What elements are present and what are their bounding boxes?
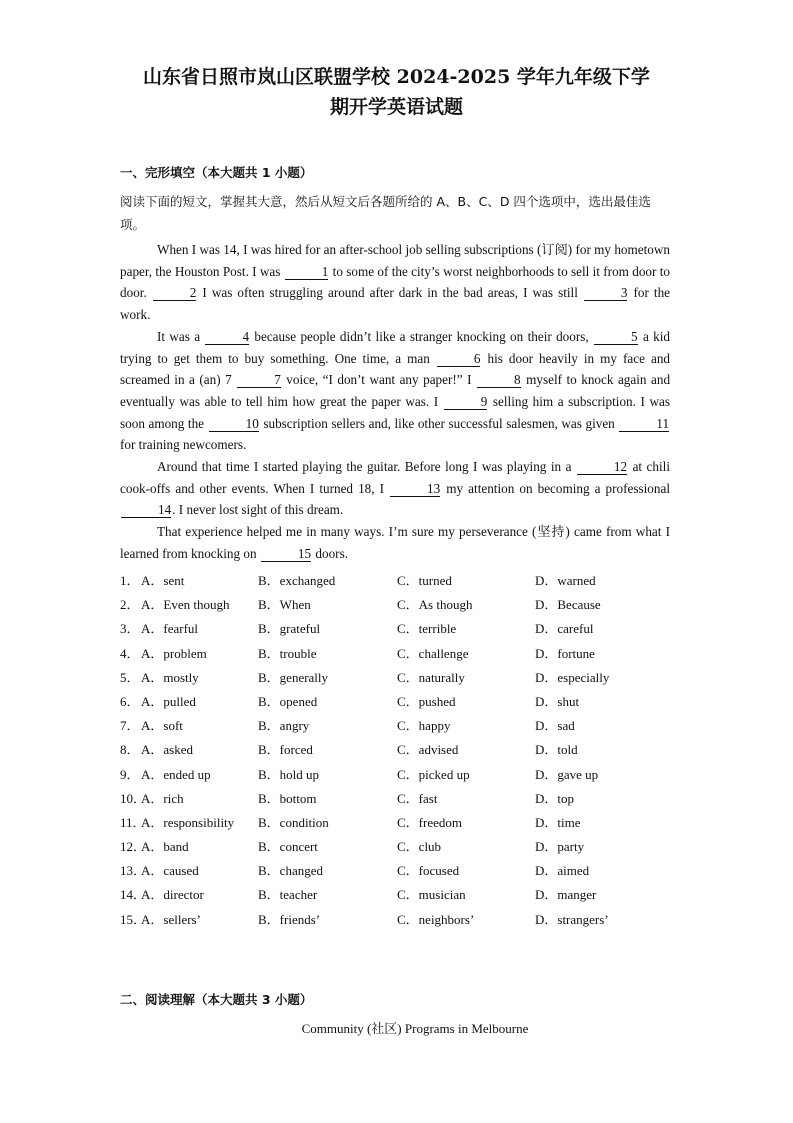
blank-11: 11: [619, 417, 669, 432]
option-b: B．opened: [258, 693, 318, 709]
passage-text: It was a: [157, 328, 201, 344]
passage-text: Around that time I started playing the guitar. Before long I was playing in a: [157, 459, 572, 475]
option-a: A．Even though: [141, 597, 230, 613]
question-number: 10．: [120, 790, 147, 806]
option-c: C．picked up: [397, 766, 470, 782]
option-a: A．ended up: [141, 766, 211, 782]
question-number: 14．: [120, 887, 147, 903]
passage-text: my attention on becoming a professional: [446, 480, 671, 496]
option-d: D．fortune: [535, 645, 595, 661]
passage-text: doors.: [315, 545, 348, 561]
question-number: 1．: [120, 573, 140, 588]
option-d: D．time: [535, 814, 581, 830]
option-b: B．grateful: [258, 621, 321, 637]
option-d: D．shut: [535, 693, 580, 709]
blank-12: 12: [577, 460, 627, 475]
option-d: D．aimed: [535, 863, 590, 879]
passage-paragraph-3: [120, 456, 670, 521]
option-b: B．exchanged: [258, 573, 336, 588]
question-number: 7．: [120, 718, 140, 734]
section-1-instructions: 阅读下面的短文，掌握其大意，然后从短文后各题所给的 A、B、C、D 四个选项中，选出最佳选项。: [120, 194, 651, 232]
option-c: C．freedom: [397, 814, 462, 830]
option-b: B．condition: [258, 814, 329, 830]
option-b: B．When: [258, 597, 311, 613]
passage-paragraph-4: [120, 521, 670, 564]
option-c: C．As though: [397, 597, 473, 613]
question-number: 9．: [120, 766, 140, 782]
question-number: 12．: [120, 839, 147, 855]
blank-5: 5: [594, 330, 638, 345]
question-number: 8．: [120, 742, 140, 758]
option-c: C．turned: [397, 573, 452, 588]
question-number: 4．: [120, 645, 140, 661]
title-line-2: 期开学英语试题: [329, 96, 463, 118]
passage-text: to some of the city’s worst neighborhoods to sell it from door to door.: [120, 263, 671, 301]
option-a: A．responsibility: [141, 814, 235, 830]
blank-10: 10: [209, 417, 259, 432]
question-number: 13．: [120, 863, 147, 879]
question-number: 5．: [120, 669, 140, 685]
option-b: B．friends’: [258, 911, 321, 927]
passage-text: at chili cook-offs and other events. When I turned 18, I: [120, 459, 670, 496]
question-row: [120, 590, 680, 614]
option-c: C．musician: [397, 887, 466, 903]
option-c: C．pushed: [397, 693, 456, 709]
passage-paragraph-2: [120, 326, 670, 456]
question-row: [120, 856, 680, 880]
option-d: D．careful: [535, 621, 594, 637]
option-b: B．trouble: [258, 645, 317, 661]
passage-text: . I never lost sight of this dream.: [172, 502, 344, 518]
question-row: [120, 639, 680, 663]
question-row: [120, 663, 680, 687]
question-row: [120, 808, 680, 832]
passage-text: When I was 14, I was hired for an after-school job selling subscriptions (订阅) for my hometown paper, the Houston Post. I was: [120, 242, 670, 279]
blank-13: 13: [390, 482, 440, 497]
option-c: C．advised: [397, 742, 459, 758]
option-b: B．concert: [258, 839, 318, 855]
option-a: A．band: [141, 839, 189, 855]
question-number: 15．: [120, 911, 147, 927]
option-a: A．problem: [141, 645, 207, 661]
question-row: [120, 784, 680, 808]
option-c: C．club: [397, 839, 442, 855]
passage-text: a kid trying to get them to buy something. One time, a man: [120, 328, 671, 366]
option-a: A．sent: [141, 573, 185, 588]
option-d: D．warned: [535, 573, 596, 588]
passage-text: because people didn’t like a stranger knocking on their doors,: [254, 328, 589, 344]
option-d: D．strangers’: [535, 911, 609, 927]
question-row: [120, 735, 680, 759]
reading-subtitle: Community (社区) Programs in Melbourne: [301, 1021, 529, 1036]
answer-options-list: [120, 566, 680, 929]
option-c: C．focused: [397, 863, 460, 879]
blank-1: 1: [285, 265, 329, 280]
passage-text: subscription sellers and, like other successful salesmen, was given: [263, 415, 615, 431]
blank-7: 7: [237, 373, 281, 388]
option-b: B．bottom: [258, 790, 317, 806]
option-a: A．caused: [141, 863, 199, 879]
passage-text: selling him a subscription. I was soon among the: [120, 393, 671, 431]
question-number: 2．: [120, 597, 140, 613]
section-2-heading: 二、阅读理解（本大题共 3 小题）: [120, 992, 313, 1007]
option-b: B．generally: [258, 669, 329, 685]
question-row: [120, 832, 680, 856]
option-c: C．neighbors’: [397, 911, 475, 927]
question-row: [120, 880, 680, 904]
option-d: D．told: [535, 742, 578, 758]
passage-text: That experience helped me in many ways. I’m sure my perseverance (坚持) came from what I learned from knocking on: [120, 524, 670, 561]
question-number: 3．: [120, 621, 140, 637]
option-b: B．hold up: [258, 766, 320, 782]
option-b: B．changed: [258, 863, 323, 879]
passage-text: voice, “I don’t want any paper!” I: [286, 372, 472, 388]
blank-6: 6: [437, 352, 481, 367]
blank-8: 8: [477, 373, 521, 388]
option-c: C．fast: [397, 790, 438, 806]
option-d: D．gave up: [535, 766, 599, 782]
page-title: [100, 62, 693, 122]
option-c: C．naturally: [397, 669, 465, 685]
option-a: A．pulled: [141, 693, 196, 709]
option-a: A．soft: [141, 718, 183, 734]
title-line-1: 山东省日照市岚山区联盟学校 2024-2025 学年九年级下学: [143, 66, 650, 88]
question-row: [120, 711, 680, 735]
option-a: A．fearful: [141, 621, 199, 637]
option-b: B．angry: [258, 718, 310, 734]
option-d: D．sad: [535, 718, 575, 734]
passage-text: for the work.: [120, 285, 671, 323]
option-d: D．party: [535, 839, 585, 855]
option-d: D．manger: [535, 887, 597, 903]
cloze-passage: [120, 239, 670, 565]
passage-paragraph-1: [120, 239, 670, 326]
question-row: [120, 614, 680, 638]
option-c: C．happy: [397, 718, 451, 734]
question-number: 6．: [120, 693, 140, 709]
option-a: A．asked: [141, 742, 193, 758]
passage-text: myself to knock again and eventually was able to tell him how great the paper was. I: [120, 372, 671, 409]
option-b: B．forced: [258, 742, 313, 758]
option-a: A．director: [141, 887, 204, 903]
blank-3: 3: [584, 286, 628, 301]
option-a: A．mostly: [141, 669, 199, 685]
question-number: 11．: [120, 814, 146, 830]
option-b: B．teacher: [258, 887, 318, 903]
blank-9: 9: [444, 395, 488, 410]
blank-2: 2: [153, 286, 197, 301]
option-d: D．top: [535, 790, 575, 806]
section-1-heading: 一、完形填空（本大题共 1 小题）: [120, 165, 313, 180]
option-a: A．sellers’: [141, 911, 201, 927]
option-d: D．Because: [535, 597, 601, 613]
option-d: D．especially: [535, 669, 610, 685]
passage-text: his door heavily in my face and screamed in a (an) 7: [120, 350, 671, 388]
question-row: [120, 760, 680, 784]
blank-14: 14: [121, 503, 171, 518]
blank-15: 15: [261, 547, 311, 562]
option-c: C．challenge: [397, 645, 469, 661]
passage-text: I was often struggling around after dark in the bad areas, I was still: [202, 285, 578, 301]
option-a: A．rich: [141, 790, 184, 806]
option-c: C．terrible: [397, 621, 457, 637]
blank-4: 4: [205, 330, 249, 345]
passage-text: for training newcomers.: [120, 437, 247, 453]
question-row: [120, 905, 680, 929]
question-row: [120, 566, 680, 590]
question-row: [120, 687, 680, 711]
